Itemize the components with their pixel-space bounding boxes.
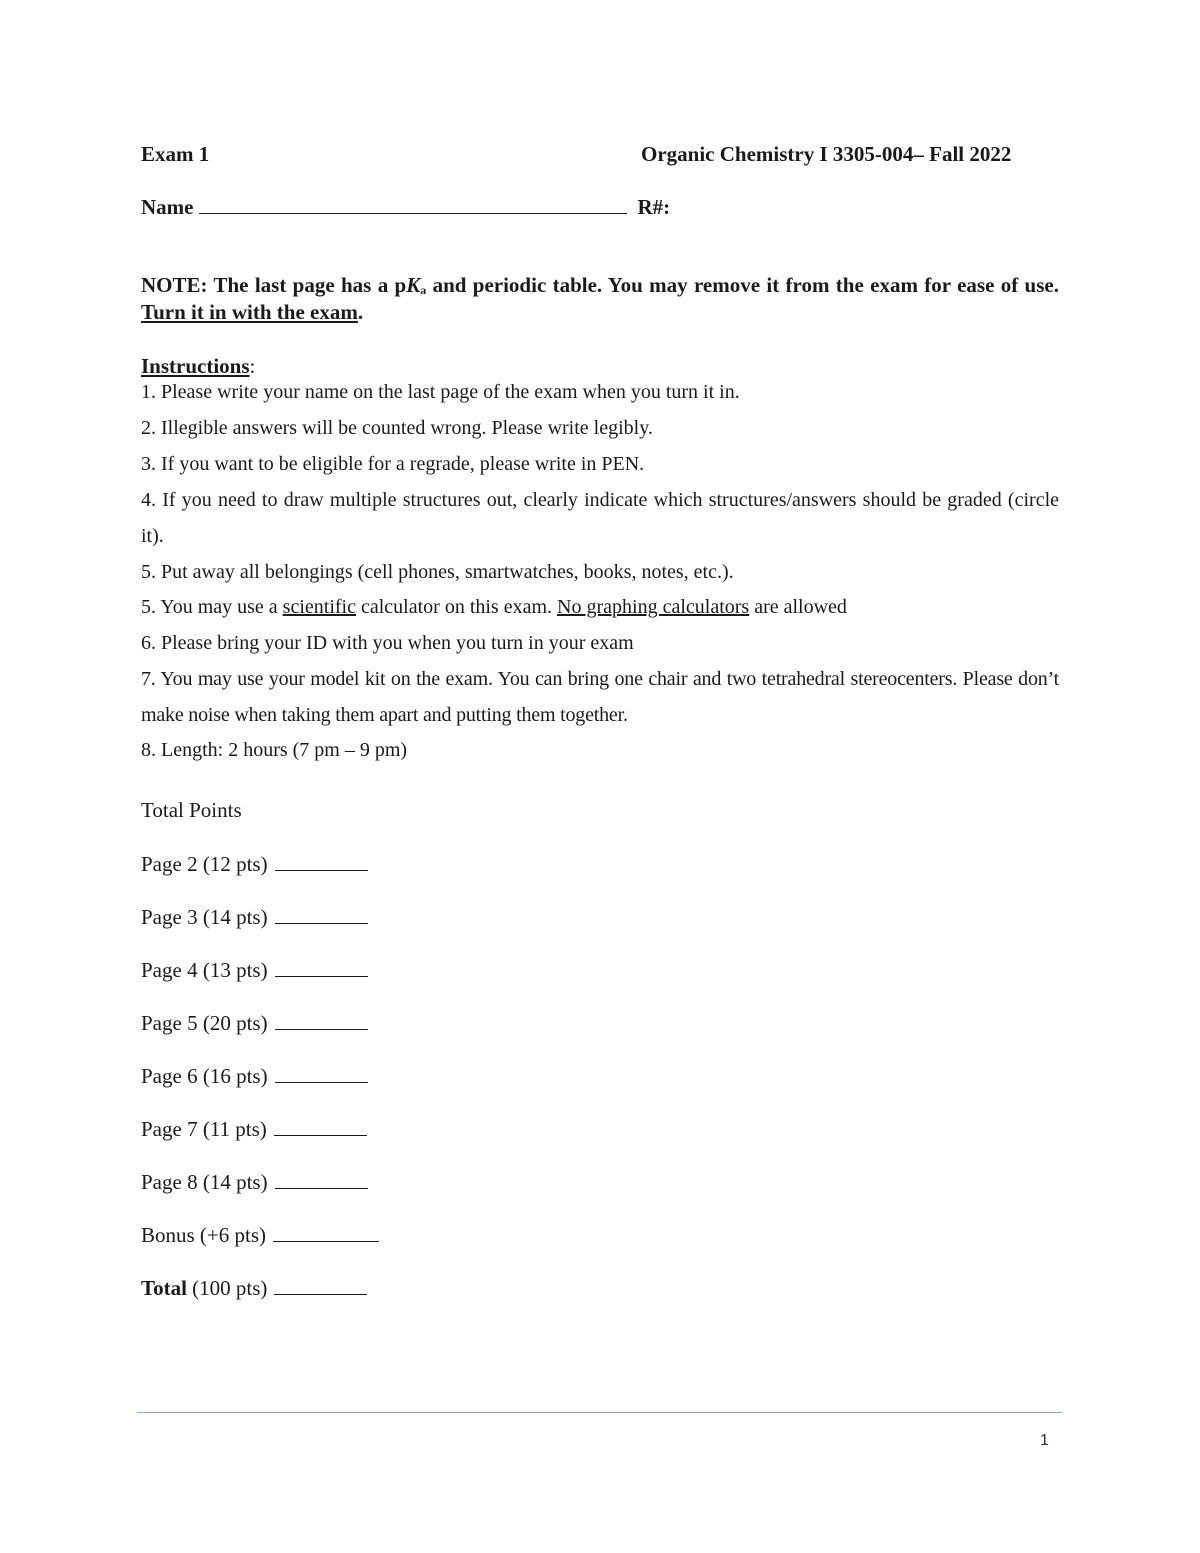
- instruction-item-8: 8. Length: 2 hours (7 pm – 9 pm): [141, 739, 408, 761]
- score-blank-line: [275, 1169, 368, 1189]
- instruction-item-5a: 5. Put away all belongings (cell phones, smartwatches, books, notes, etc.).: [141, 561, 734, 583]
- score-blank-line: [275, 1063, 368, 1083]
- note-period: .: [357, 300, 364, 324]
- score-label: Page 7 (11 pts): [141, 1116, 267, 1141]
- score-row: [141, 1116, 367, 1142]
- name-blank-line: [199, 194, 627, 214]
- score-row: [141, 957, 368, 983]
- score-label: Page 3 (14 pts): [141, 904, 268, 929]
- note-paragraph: [141, 272, 1059, 326]
- bonus-label: Bonus (+6 pts): [141, 1222, 267, 1247]
- bonus-row: [141, 1222, 379, 1248]
- score-blank-line: [275, 851, 368, 871]
- score-row: [141, 904, 368, 930]
- name-label: Name: [141, 194, 194, 219]
- instruction-item-3: 3. If you want to be eligible for a regrade, please write in PEN.: [141, 453, 645, 475]
- instruction-5b-text: 5. You may use a: [141, 596, 283, 618]
- instruction-item-4: 4. If you need to draw multiple structures out, clearly indicate which structures/answers should be graded (circle it).: [141, 489, 1059, 547]
- score-blank-line: [275, 957, 368, 977]
- note-turn-in: Turn it in with the exam: [141, 300, 358, 324]
- instruction-item-2: 2. Illegible answers will be counted wrong. Please write legibly.: [141, 417, 653, 439]
- instruction-5b-text-mid: calculator on this exam.: [355, 596, 558, 618]
- instruction-item-6: 6. Please bring your ID with you when you turn in your exam: [141, 632, 634, 654]
- instruction-5b-text-end: are allowed: [749, 596, 847, 618]
- instruction-5b-no-graphing: No graphing calculators: [557, 596, 750, 618]
- score-label: Page 4 (13 pts): [141, 957, 268, 982]
- total-points-heading: Total Points: [141, 798, 242, 822]
- note-text: NOTE: The last page has a p: [141, 273, 407, 297]
- score-label: Page 5 (20 pts): [141, 1010, 268, 1035]
- bonus-blank-line: [273, 1222, 379, 1242]
- pka-k: K: [406, 273, 421, 297]
- score-row: [141, 1063, 368, 1089]
- total-blank-line: [274, 1275, 367, 1295]
- score-label: Page 8 (14 pts): [141, 1169, 268, 1194]
- score-blank-line: [274, 1116, 367, 1136]
- instruction-item-7: 7. You may use your model kit on the exam. You can bring one chair and two tetrahedral stereocenters. Please don’t make noise when taking them apart and putting them together.: [141, 668, 1059, 726]
- instruction-5b-scientific: scientific: [282, 596, 356, 618]
- course-title: Organic Chemistry I 3305-004– Fall 2022: [641, 142, 1012, 166]
- instructions-heading-text: Instructions: [141, 354, 250, 378]
- instruction-item-1: 1. Please write your name on the last page of the exam when you turn it in.: [141, 381, 740, 403]
- score-row: [141, 851, 368, 877]
- rnum-label: R#:: [637, 194, 671, 219]
- instruction-item-5b: [141, 589, 1059, 625]
- score-blank-line: [275, 904, 368, 924]
- total-label: Total: [141, 1275, 187, 1300]
- total-points-text: (100 pts): [186, 1275, 268, 1300]
- score-label: Page 6 (16 pts): [141, 1063, 268, 1088]
- note-text-continued: and periodic table. You may remove it from the exam for ease of use.: [426, 273, 1059, 297]
- page-number: 1: [1040, 1432, 1049, 1449]
- exam-title: Exam 1: [141, 142, 210, 166]
- score-row: [141, 1010, 368, 1036]
- score-row: [141, 1169, 368, 1195]
- score-label: Page 2 (12 pts): [141, 851, 268, 876]
- score-blank-line: [275, 1010, 368, 1030]
- total-row: [141, 1275, 367, 1301]
- name-row: [141, 194, 670, 220]
- instructions-heading-colon: :: [249, 354, 256, 378]
- pka-subscript: a: [420, 283, 427, 297]
- footer-rule: [137, 1412, 1062, 1413]
